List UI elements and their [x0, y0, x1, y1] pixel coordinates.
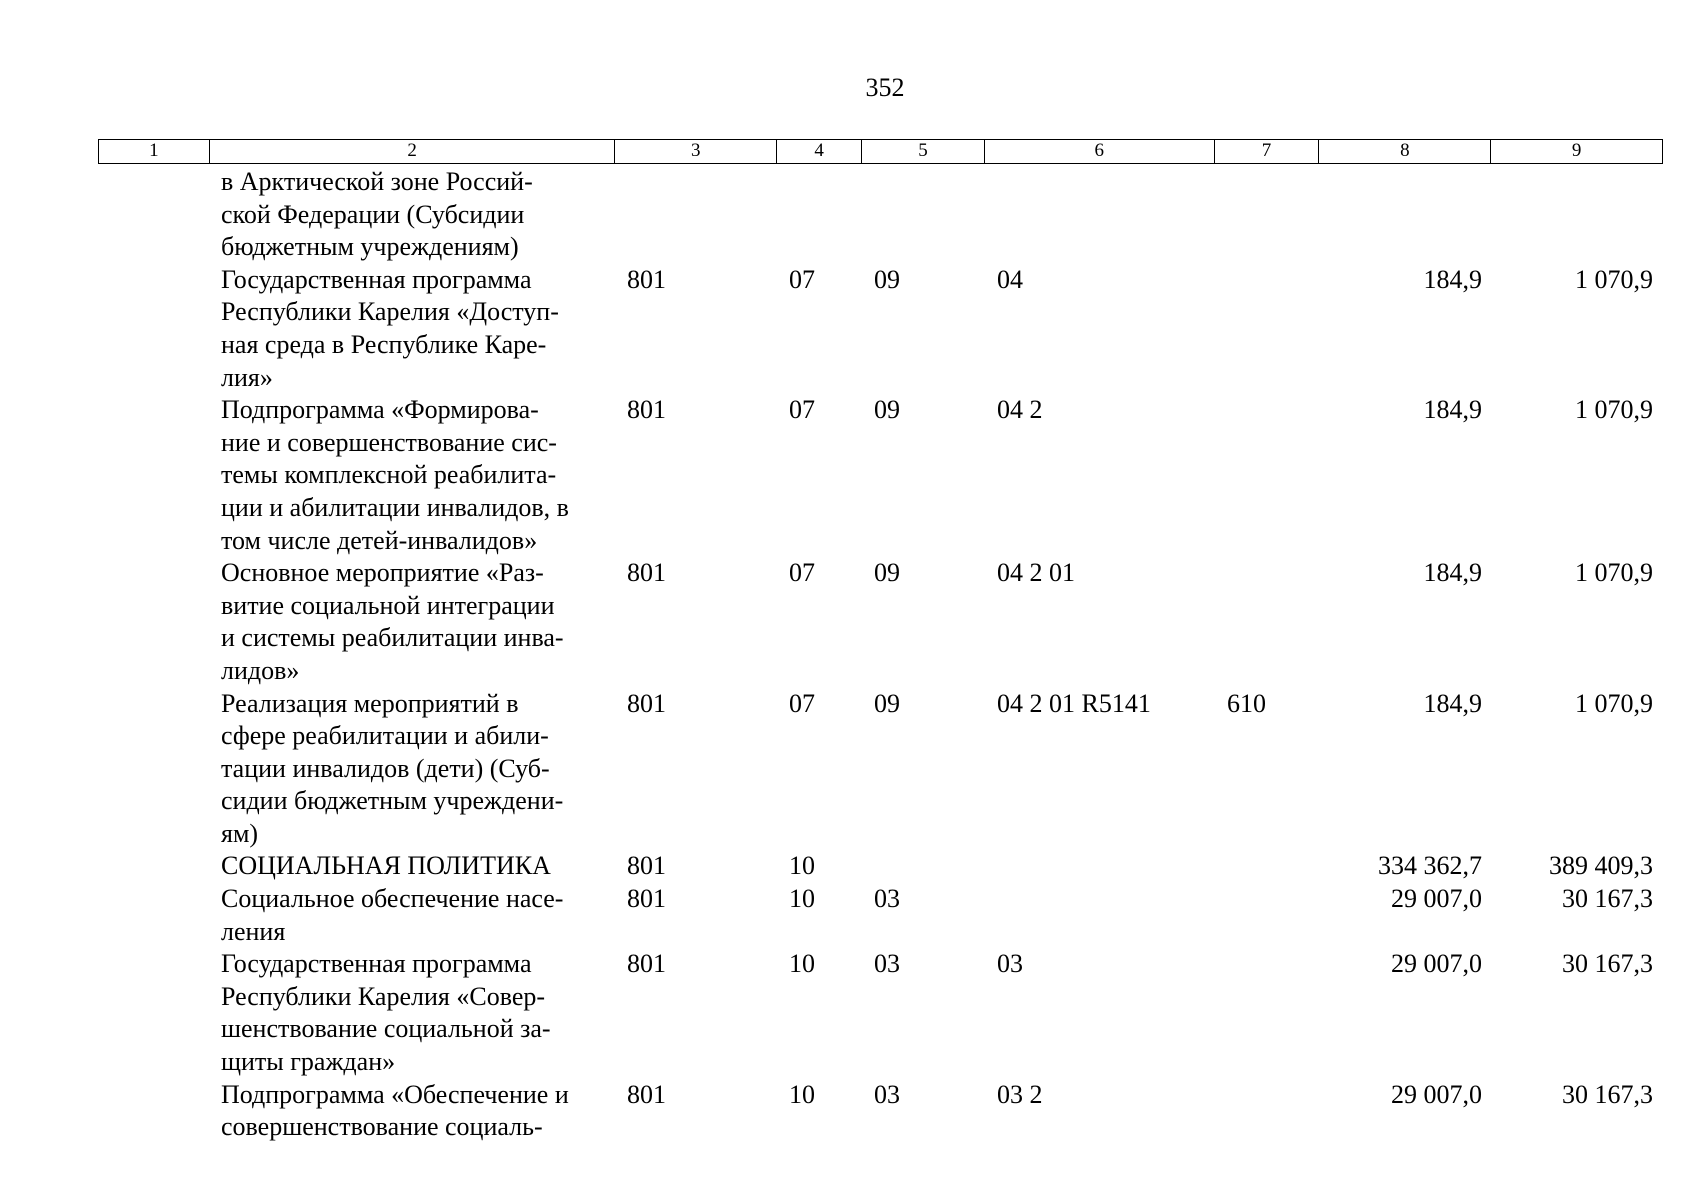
expense-type-cell	[1215, 1079, 1320, 1144]
column-header: 7	[1215, 140, 1320, 163]
name-cell: Основное мероприятие «Раз- витие социальной интеграции и системы реабилитации инва- лидов»	[221, 558, 564, 685]
amount-cell: 1 070,9	[1575, 688, 1653, 718]
code-cell: 801	[627, 688, 666, 718]
amount-cell: 1 070,9	[1575, 558, 1653, 588]
page-number: 352	[865, 73, 905, 102]
expense-type-cell	[1215, 948, 1320, 1078]
subsection-cell: 03	[874, 949, 900, 979]
amount-cell: 184,9	[1423, 264, 1482, 294]
table-row	[98, 264, 1663, 394]
subsection-cell: 09	[874, 688, 900, 718]
expense-type-cell	[1215, 166, 1320, 264]
column-header: 2	[210, 140, 615, 163]
expense-type-cell	[1215, 850, 1320, 883]
amount-cell: 29 007,0	[1391, 884, 1482, 914]
subsection-cell: 09	[874, 264, 900, 294]
name-cell: СОЦИАЛЬНАЯ ПОЛИТИКА	[221, 851, 551, 881]
amount-cell	[1492, 166, 1663, 264]
column-header: 3	[615, 140, 777, 163]
row-number-cell	[98, 557, 209, 687]
name-cell: Государственная программа Республики Карелия «Совер- шенствование социальной за- щиты граждан»	[221, 949, 551, 1077]
table-row	[98, 394, 1663, 557]
code-cell: 801	[627, 884, 666, 914]
expense-type-cell	[1215, 394, 1320, 557]
section-cell: 07	[789, 558, 815, 588]
row-number-cell	[98, 166, 209, 264]
amount-cell: 389 409,3	[1549, 851, 1653, 881]
amount-cell: 184,9	[1423, 558, 1482, 588]
target-article-cell	[985, 850, 1215, 883]
section-cell: 07	[789, 395, 815, 425]
amount-cell: 1 070,9	[1575, 264, 1653, 294]
section-cell: 07	[789, 688, 815, 718]
amount-cell: 334 362,7	[1378, 851, 1482, 881]
target-article-cell	[985, 883, 1215, 948]
amount-cell: 30 167,3	[1562, 1079, 1653, 1109]
section-cell: 10	[789, 884, 815, 914]
section-cell: 10	[789, 1079, 815, 1109]
code-cell: 801	[627, 851, 666, 881]
column-header: 5	[862, 140, 985, 163]
section-cell	[777, 166, 862, 264]
subsection-cell: 03	[874, 1079, 900, 1109]
name-cell: Подпрограмма «Обеспечение и совершенствование социаль-	[221, 1079, 569, 1142]
column-header: 8	[1319, 140, 1491, 163]
target-article-cell	[985, 166, 1215, 264]
row-number-cell	[98, 850, 209, 883]
code-cell: 801	[627, 1079, 666, 1109]
column-header: 6	[985, 140, 1215, 163]
subsection-cell: 09	[874, 558, 900, 588]
row-number-cell	[98, 394, 209, 557]
subsection-cell: 09	[874, 395, 900, 425]
code-cell	[615, 166, 777, 264]
section-cell: 10	[789, 949, 815, 979]
amount-cell: 1 070,9	[1575, 395, 1653, 425]
target-article-cell: 04 2 01 R5141	[997, 688, 1151, 718]
expense-type-cell	[1215, 557, 1320, 687]
target-article-cell: 04 2	[997, 395, 1043, 425]
column-header: 9	[1571, 140, 1582, 161]
row-number-cell	[98, 948, 209, 1078]
name-cell: Реализация мероприятий в сфере реабилитации и абили- тации инвалидов (дети) (Суб- сидии бюджетным учреждени- ям)	[221, 688, 564, 848]
table-header-row	[98, 139, 1663, 164]
expense-type-cell	[1215, 264, 1320, 394]
table-row	[98, 883, 1663, 948]
table-row	[98, 557, 1663, 687]
column-header: 4	[777, 140, 862, 163]
amount-cell: 184,9	[1423, 688, 1482, 718]
code-cell: 801	[627, 949, 666, 979]
target-article-cell: 04 2 01	[997, 558, 1075, 588]
name-cell: в Арктической зоне Россий- ской Федерации (Субсидии бюджетным учреждениям)	[221, 167, 533, 262]
expense-type-cell	[1215, 883, 1320, 948]
row-number-cell	[98, 1079, 209, 1144]
column-header: 1	[99, 140, 210, 163]
row-number-cell	[98, 883, 209, 948]
name-cell: Социальное обеспечение насе- ления	[221, 884, 564, 946]
table-row	[98, 948, 1663, 1078]
amount-cell: 30 167,3	[1562, 884, 1653, 914]
table-row	[98, 1079, 1663, 1144]
amount-cell: 29 007,0	[1391, 949, 1482, 979]
subsection-cell	[862, 166, 985, 264]
row-number-cell	[98, 264, 209, 394]
name-cell: Подпрограмма «Формирова- ние и совершенствование сис- темы комплексной реабилита- ции и абилитации инвалидов, в том числе детей-инвалидов»	[221, 395, 569, 555]
amount-cell	[1320, 166, 1492, 264]
name-cell: Государственная программа Республики Карелия «Доступ- ная среда в Республике Каре- лия»	[221, 264, 559, 392]
target-article-cell: 03	[997, 949, 1023, 979]
amount-cell: 184,9	[1423, 395, 1482, 425]
target-article-cell: 03 2	[997, 1079, 1043, 1109]
section-cell: 10	[789, 851, 815, 881]
section-cell: 07	[789, 264, 815, 294]
code-cell: 801	[627, 264, 666, 294]
table-row	[98, 850, 1663, 883]
amount-cell: 30 167,3	[1562, 949, 1653, 979]
target-article-cell: 04	[997, 264, 1023, 294]
table-row	[98, 688, 1663, 851]
table-body	[98, 166, 1663, 1144]
subsection-cell: 03	[874, 884, 900, 914]
code-cell: 801	[627, 558, 666, 588]
subsection-cell	[862, 850, 985, 883]
amount-cell: 29 007,0	[1391, 1079, 1482, 1109]
table-row	[98, 166, 1663, 264]
row-number-cell	[98, 688, 209, 851]
expense-type-cell: 610	[1227, 688, 1266, 718]
code-cell: 801	[627, 395, 666, 425]
